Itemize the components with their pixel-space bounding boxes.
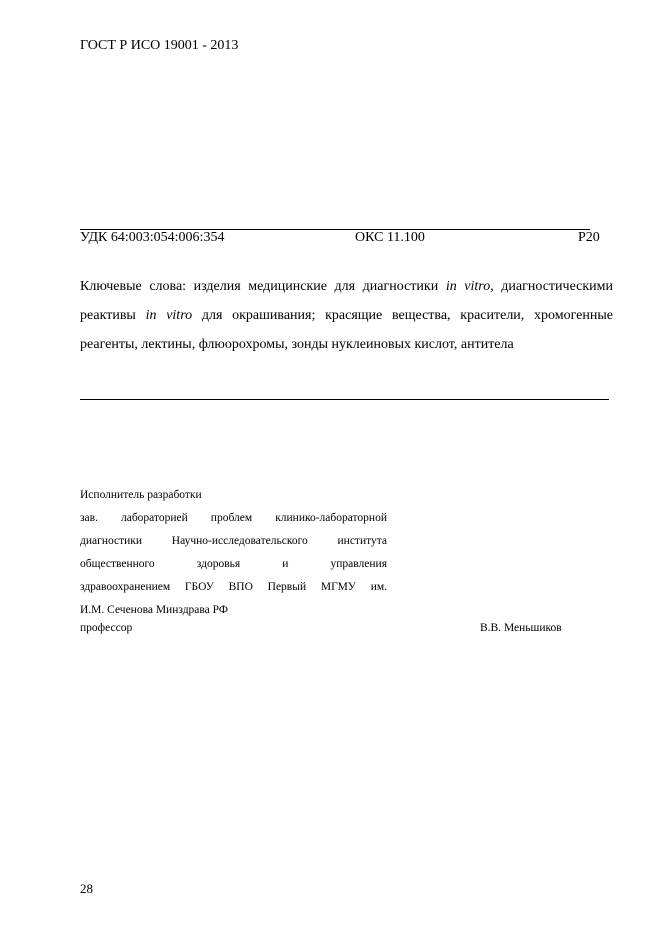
keywords-paragraph [80, 272, 613, 359]
executor-line: И.М. Сеченова Минздрава РФ [80, 604, 228, 616]
keywords-text-3: для окрашивания; красящие вещества, красители, хромогенные реагенты, лектины, флюорохромы, зонды нуклеиновых кислот, антитела [80, 308, 613, 352]
keywords-italic-1: in vitro [445, 279, 491, 294]
oks-code: ОКС 11.100 [355, 230, 425, 245]
executor-line: диагностики Научно-исследовательского института [80, 535, 387, 547]
keywords-italic-2: in vitro [145, 308, 193, 323]
executor-line: здравоохранением ГБОУ ВПО Первый МГМУ им. [80, 581, 387, 593]
executor-line: общественного здоровья и управления [80, 558, 387, 570]
signer-name: В.В. Меньшиков [480, 622, 562, 634]
executor-title: Исполнитель разработки [80, 489, 202, 501]
keywords-text-1: Ключевые слова: изделия медицинские для диагностики [80, 279, 446, 294]
keywords-text-2: , диагностическими реактивы [80, 279, 614, 323]
bottom-divider [80, 399, 609, 400]
signer-position: профессор [80, 622, 133, 634]
page-number: 28 [80, 881, 93, 896]
document-header: ГОСТ Р ИСО 19001 - 2013 [80, 38, 239, 53]
udk-code: УДК 64:003:054:006:354 [80, 230, 225, 245]
executor-line: зав. лабораторией проблем клинико-лабораторной [80, 512, 387, 524]
classification-code: Р20 [578, 230, 600, 245]
executor-block [80, 484, 387, 622]
